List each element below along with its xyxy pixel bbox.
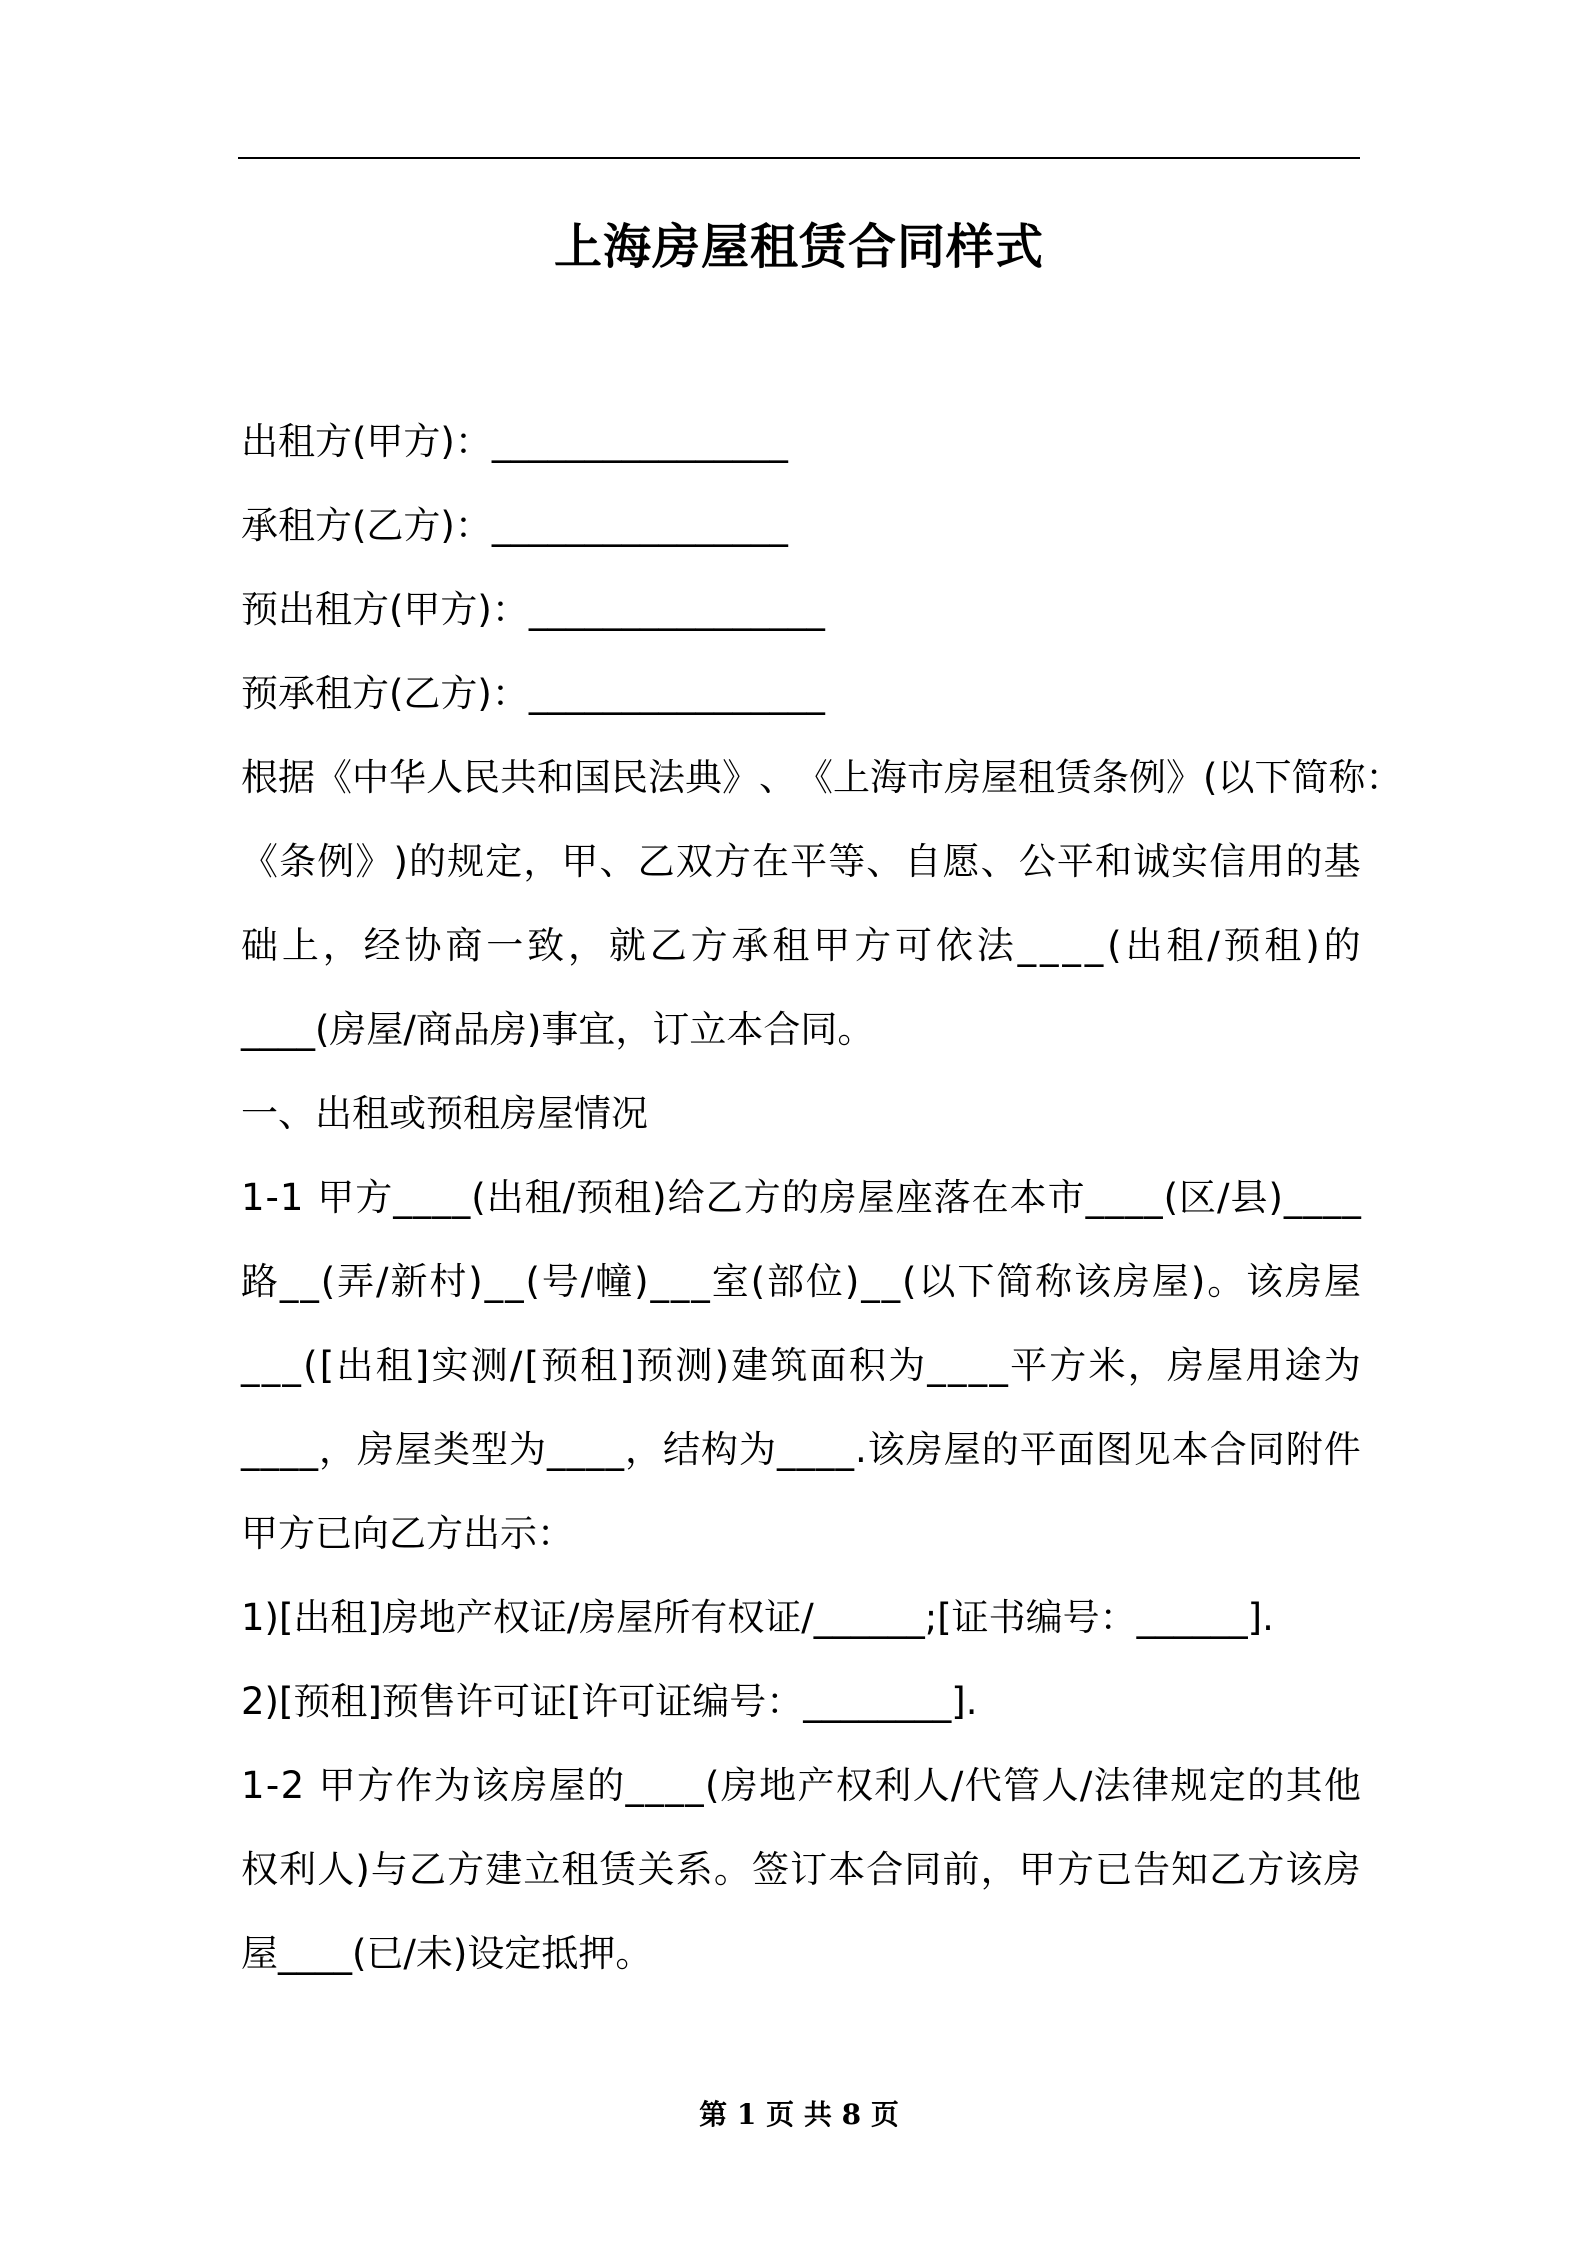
preamble-line-3: 础 上 ， 经 协 商 一 致 ， 就 乙 方 承 租 甲 方 可 依 法 _ _ _ _ ( 出 租 / 预 租 ) 的 <box>241 924 1361 967</box>
clause-1-1-line-5: 甲方已向乙方出示： <box>241 1512 574 1555</box>
clause-1-1-item-1: 1)[出租]房地产权证/房屋所有权证/______;[证书编号：______]. <box>241 1596 1274 1639</box>
clause-1-2-line-3: 屋____(已/未)设定抵押。 <box>241 1932 653 1975</box>
clause-1-1-line-3: _ _ _ ( [ 出 租 ] 实 测 / [ 预 租 ] 预 测 ) 建 筑 面 积 为 _ _ _ _ 平 方 米 ， 房 屋 用 途 为 <box>241 1344 1361 1387</box>
preamble-line-1: 根 据 《 中 华 人 民 共 和 国 民 法 典 》 、 《 上 海 市 房 屋 租 赁 条 例 》 ( 以 下 简 称 ： <box>241 756 1403 799</box>
preamble-line-4: ____(房屋/商品房)事宜，订立本合同。 <box>241 1008 875 1051</box>
clause-1-1-line-4: _ _ _ _ ， 房 屋 类 型 为 _ _ _ _ ， 结 构 为 _ _ _ _ . 该 房 屋 的 平 面 图 见 本 合 同 附 件 <box>241 1428 1361 1471</box>
document-body <box>241 400 1403 1996</box>
header-rule <box>238 157 1360 159</box>
clause-1-1-line-1: 1 - 1 甲 方 _ _ _ _ ( 出 租 / 预 租 ) 给 乙 方 的 房 屋 座 落 在 本 市 _ _ _ _ ( 区 / 县 ) _ _ _ _ <box>241 1176 1361 1219</box>
clause-1-1-item-2: 2)[预租]预售许可证[许可证编号：________]. <box>241 1680 978 1723</box>
clause-1-1-line-2: 路 _ _ ( 弄 / 新 村 ) _ _ ( 号 / 幢 ) _ _ _ 室 ( 部 位 ) _ _ ( 以 下 简 称 该 房 屋 ) 。 该 房 屋 <box>241 1260 1361 1303</box>
line-pre-lessee: 预承租方(乙方)：________________ <box>241 672 825 715</box>
preamble-line-2: 《 条 例 》 ) 的 规 定 ， 甲 、 乙 双 方 在 平 等 、 自 愿 、 公 平 和 诚 实 信 用 的 基 <box>241 840 1361 883</box>
line-lessor: 出租方(甲方)：________________ <box>241 420 788 463</box>
clause-1-2-line-1: 1 - 2 甲 方 作 为 该 房 屋 的 _ _ _ _ ( 房 地 产 权 利 人 / 代 管 人 / 法 律 规 定 的 其 他 <box>241 1764 1361 1807</box>
line-pre-lessor: 预出租方(甲方)：________________ <box>241 588 825 631</box>
clause-1-2-line-2: 权 利 人 ) 与 乙 方 建 立 租 赁 关 系 。 签 订 本 合 同 前 ， 甲 方 已 告 知 乙 方 该 房 <box>241 1848 1361 1891</box>
section-heading-1: 一、出租或预租房屋情况 <box>241 1092 648 1135</box>
line-lessee: 承租方(乙方)：________________ <box>241 504 788 547</box>
document-title: 上海房屋租赁合同样式 <box>553 219 1044 275</box>
page-number: 第 1 页 共 8 页 <box>699 2098 899 2131</box>
